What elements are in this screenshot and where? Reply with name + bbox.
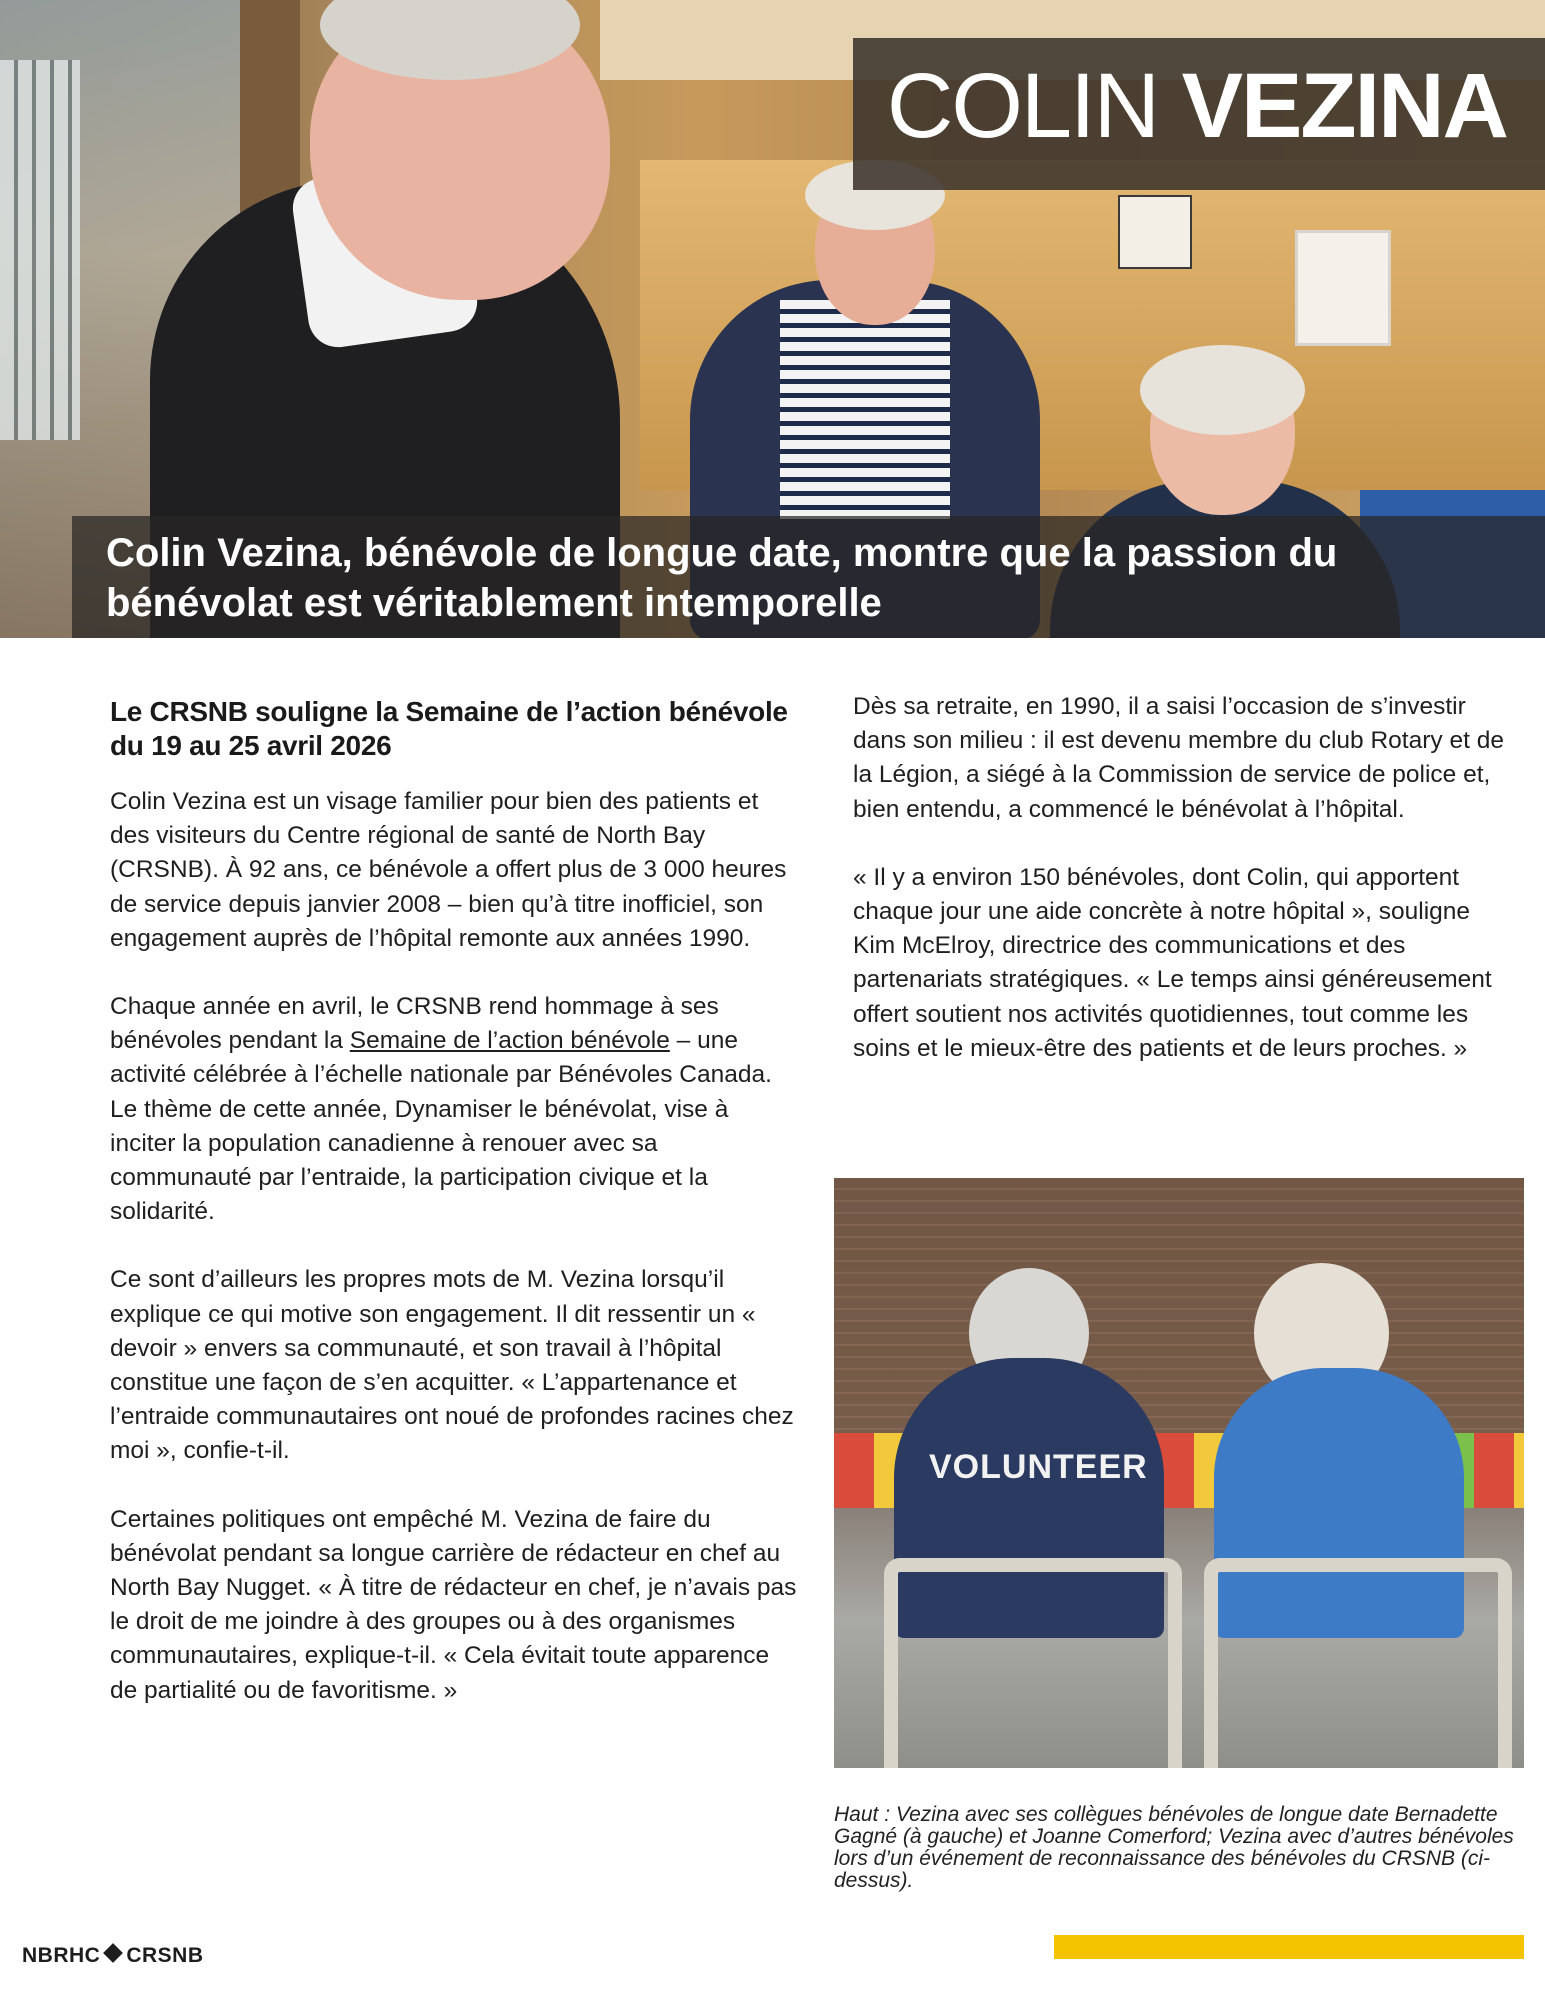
accent-bar xyxy=(1054,1935,1524,1959)
volunteer-week-link[interactable]: Semaine de l’action bénévole xyxy=(349,1027,670,1055)
footer-logo xyxy=(22,1944,204,1968)
hero-wall-sign xyxy=(1118,195,1192,269)
page-title xyxy=(886,55,1507,157)
paragraph-2-end: – une activité célébrée à l’échelle nationale par Bénévoles Canada. Le thème de cette année, Dynamiser le bénévolat, vise à inciter la population canadienne à renouer avec sa communauté par l’entraide, la participation civique et la solidarité. xyxy=(110,1027,772,1226)
paragraph-5: Dès sa retraite, en 1990, il a saisi l’occasion de s’investir dans son milieu : il est devenu membre du club Rotary et de la Légion, a siégé à la Commission de service de police et, bien entendu, a commencé le bénévolat à l’hôpital. xyxy=(853,693,1504,823)
vest-label: VOLUNTEER xyxy=(929,1448,1148,1486)
logo-text-left: NBRHC xyxy=(22,1944,101,1967)
hero-brochure-holder xyxy=(1295,230,1391,346)
article-subhead: Le CRSNB souligne la Semaine de l’action bénévole du 19 au 25 avril 2026 xyxy=(110,696,788,761)
paragraph-6: « Il y a environ 150 bénévoles, dont Colin, qui apportent chaque jour une aide concrète à notre hôpital », souligne Kim McElroy, directrice des communications et des partenariats stratégiques. « Le temps ainsi généreusement offert soutient nos activités quotidiennes, tout comme les soins et le mieux-être des patients et de leurs proches. » xyxy=(853,863,1492,1062)
paragraph-2-start: Chaque année en avril, le CRSNB rend hommage à ses bénévoles pendant la xyxy=(110,993,719,1055)
headline-banner xyxy=(72,516,1545,638)
title-first-name: COLIN xyxy=(886,55,1159,157)
paragraph-2 xyxy=(110,990,800,1229)
volunteer-woman-right-hair xyxy=(1140,345,1305,435)
headline: Colin Vezina, bénévole de longue date, montre que la passion du bénévolat est véritablement intemporelle xyxy=(106,531,1338,625)
hero-photo xyxy=(0,0,1545,638)
title-last-name: VEZINA xyxy=(1181,55,1507,157)
diamond-icon xyxy=(103,1943,123,1963)
logo-text-right: CRSNB xyxy=(126,1944,204,1967)
paragraph-1: Colin Vezina est un visage familier pour bien des patients et des visiteurs du Centre régional de santé de North Bay (CRSNB). À 92 ans, ce bénévole a offert plus de 3 000 heures de service depuis janvier 2008 – bien qu’à titre inofficiel, son engagement auprès de l’hôpital remonte aux années 1990. xyxy=(110,788,787,952)
paragraph-3: Ce sont d’ailleurs les propres mots de M. Vezina lorsqu’il explique ce qui motive son engagement. Il dit ressentir un « devoir » envers sa communauté, et son travail à l’hôpital constitue une façon de s’en acquitter. « L’appartenance et l’entraide communautaires ont noué de profondes racines chez moi », confie-t-il. xyxy=(110,1266,794,1465)
paragraph-4: Certaines politiques ont empêché M. Vezina de faire du bénévolat pendant sa longue carrière de rédacteur en chef au North Bay Nugget. « À titre de rédacteur en chef, je n’avais pas le droit de me joindre à des groupes ou à des organismes communautaires, explique-t-il. « Cela évitait toute apparence de partialité ou de favoritisme. » xyxy=(110,1505,797,1704)
photo-caption: Haut : Vezina avec ses collègues bénévoles de longue date Bernadette Gagné (à gauche) et Joanne Comerford; Vezina avec d’autres bénévoles lors d’un événement de reconnaissance des bénévoles du CRSNB (ci-dessus). xyxy=(834,1803,1514,1892)
name-banner xyxy=(853,38,1545,190)
folding-chair-left xyxy=(884,1558,1182,1768)
striped-shirt xyxy=(780,300,950,520)
right-column xyxy=(853,690,1513,1100)
hero-windows xyxy=(0,60,80,440)
event-photo xyxy=(834,1178,1524,1768)
folding-chair-right xyxy=(1204,1558,1512,1768)
left-column xyxy=(110,695,800,1742)
